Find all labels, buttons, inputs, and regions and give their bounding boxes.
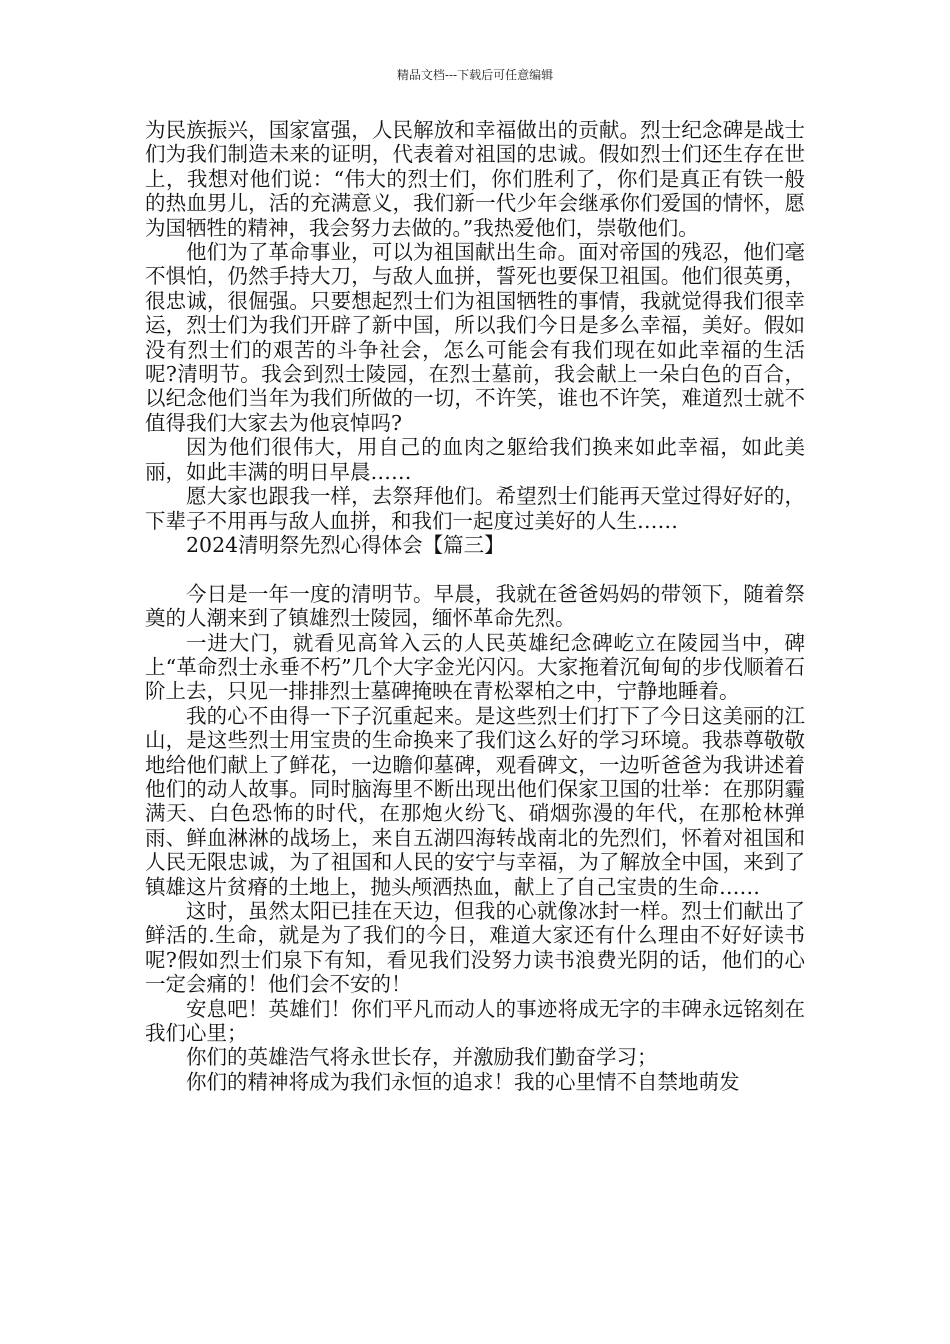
section-heading: 2024清明祭先烈心得体会【篇三】 [186, 532, 505, 557]
blank-line [145, 557, 805, 581]
page-header: 精品文档---下载后可任意编辑 [396, 68, 554, 82]
paragraph: 愿大家也跟我一样，去祭拜他们。希望烈士们能再天堂过得好好的，下辈子不用再与敌人血拼，和我们一起度过美好的人生…… [145, 484, 805, 533]
paragraph: 我的心不由得一下子沉重起来。是这些烈士们打下了今日这美丽的江山，是这些烈士用宝贵的生命换来了我们这么好的学习环境。我恭尊敬敬地给他们献上了鲜花，一边瞻仰墓碑，观看碑文，一边听爸爸为我讲述着他们的动人故事。同时脑海里不断出现出他们保家卫国的壮举：在那阴霾满天、白色恐怖的时代，在那炮火纷飞、硝烟弥漫的年代，在那枪林弹雨、鲜血淋淋的战场上，来自五湖四海转战南北的先烈们，怀着对祖国和人民无限忠诚，为了祖国和人民的安宁与幸福，为了解放全中国，来到了镇雄这片贫瘠的土地上，抛头颅洒热血，献上了自己宝贵的生命…… [145, 703, 805, 899]
paragraph: 你们的英雄浩气将永世长存，并激励我们勤奋学习； [186, 1045, 658, 1070]
paragraph: 这时，虽然太阳已挂在天边，但我的心就像冰封一样。烈士们献出了鲜活的.生命，就是为了我们的今日，难道大家还有什么理由不好好读书呢?假如烈士们泉下有知，看见我们没努力读书浪费光阴的话，他们的心一定会痛的！他们会不安的！ [145, 898, 805, 997]
paragraph: 今日是一年一度的清明节。早晨，我就在爸爸妈妈的带领下，随着祭奠的人潮来到了镇雄烈士陵园，缅怀革命先烈。 [145, 581, 805, 631]
paragraph: 为民族振兴，国家富强，人民解放和幸福做出的贡献。烈士纪念碑是战士们为我们制造未来的证明，代表着对祖国的忠诚。假如烈士们还生存在世上，我想对他们说：“伟大的烈士们，你们胜利了，你们是真正有铁一般的热血男儿，活的充满意义，我们新一代少年会继承你们爱国的情怀，愿为国牺牲的精神，我会努力去做的。”我热爱他们，崇敬他们。 [145, 118, 805, 240]
paragraph: 安息吧！英雄们！你们平凡而动人的事迹将成无字的丰碑永远铭刻在我们心里； [145, 996, 805, 1046]
paragraph: 一进大门，就看见高耸入云的人民英雄纪念碑屹立在陵园当中，碑上“革命烈士永垂不朽”几个大字金光闪闪。大家拖着沉甸甸的步伐顺着石阶上去，只见一排排烈士墓碑掩映在青松翠柏之中，宁静地睡着。 [145, 630, 805, 704]
paragraph: 因为他们很伟大，用自己的血肉之躯给我们换来如此幸福，如此美丽，如此丰满的明日早晨…… [145, 435, 805, 484]
paragraph: 他们为了革命事业，可以为祖国献出生命。面对帝国的残忍，他们毫不惧怕，仍然手持大刀，与敌人血拼，誓死也要保卫祖国。他们很英勇，很忠诚，很倔强。只要想起烈士们为祖国牺牲的事情，我就觉得我们很幸运，烈士们为我们开辟了新中国，所以我们今日是多么幸福，美好。假如没有烈士们的艰苦的斗争社会，怎么可能会有我们现在如此幸福的生活呢?清明节。我会到烈士陵园，在烈士墓前，我会献上一朵白色的百合，以纪念他们当年为我们所做的一切，不许笑，谁也不许笑，难道烈士就不值得我们大家去为他哀悼吗? [145, 240, 805, 435]
document-body [145, 118, 805, 1094]
paragraph: 你们的精神将成为我们永恒的追求！我的心里情不自禁地萌发 [186, 1069, 740, 1094]
